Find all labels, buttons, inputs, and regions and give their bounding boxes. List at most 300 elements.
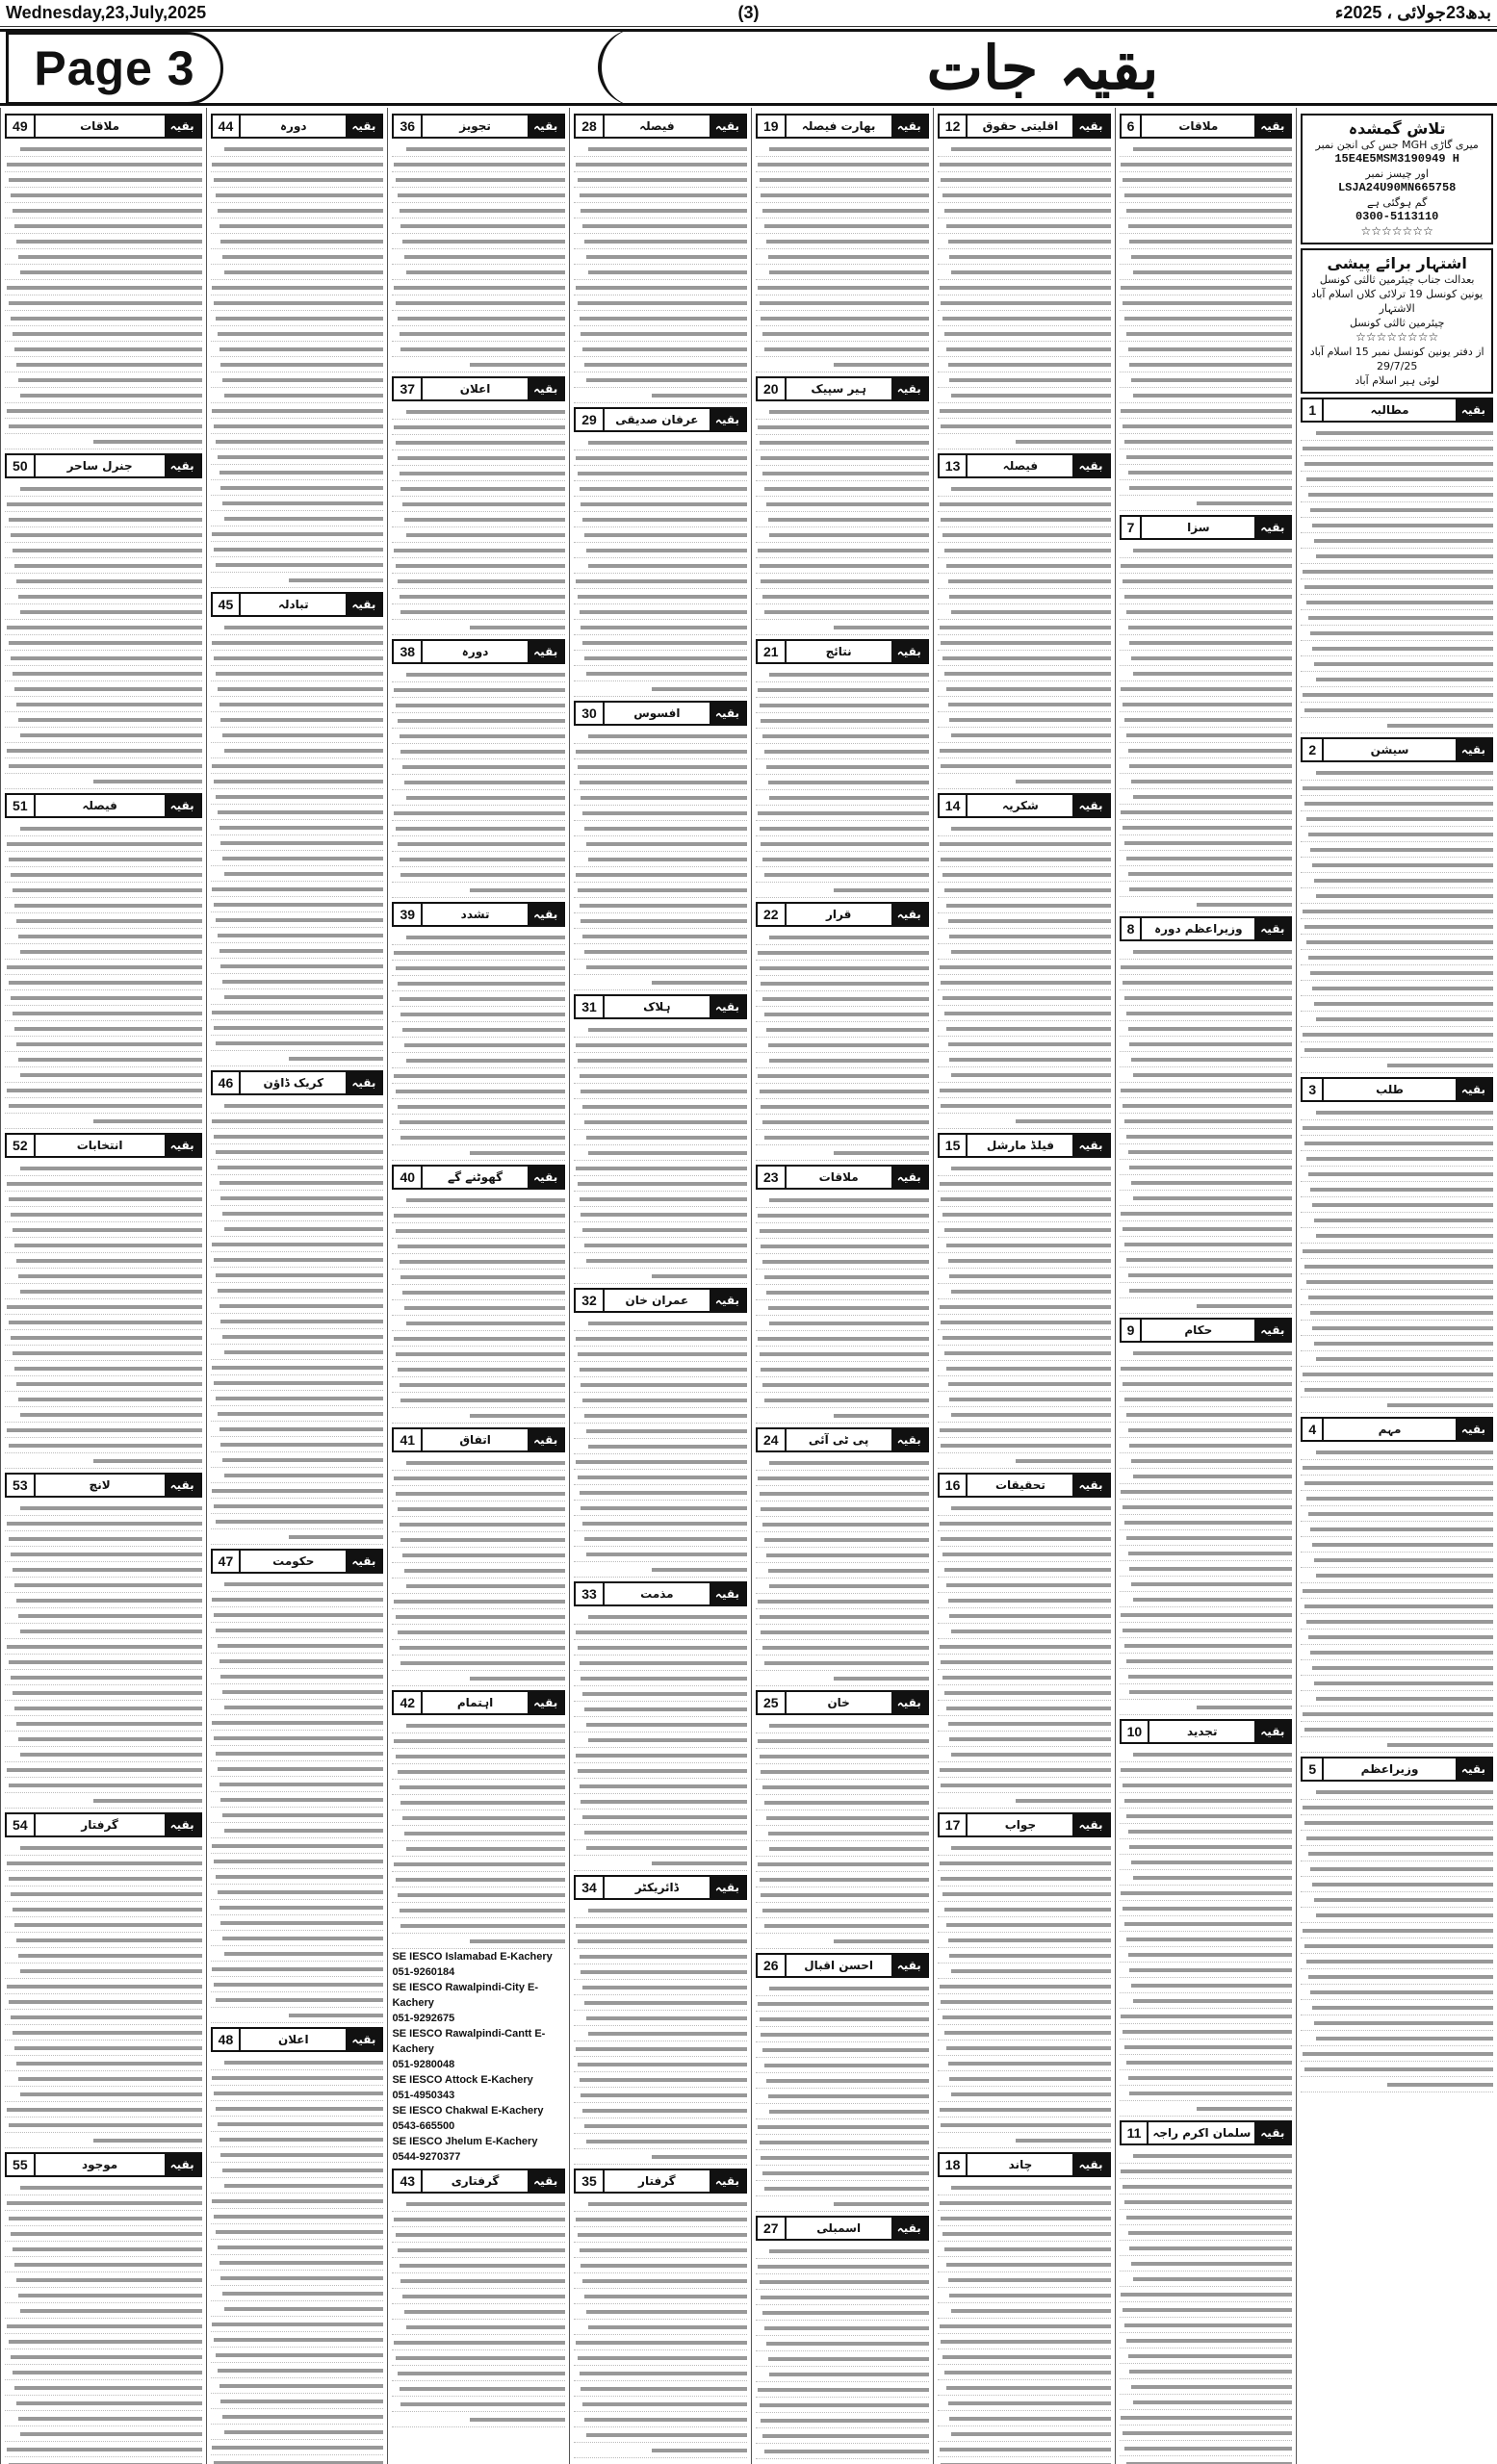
text-line [938, 1948, 1111, 1964]
text-line [211, 1700, 384, 1715]
text-line [574, 372, 747, 388]
text-line [5, 712, 202, 728]
text-line [392, 512, 565, 527]
text-line [1120, 712, 1293, 728]
text-line [574, 1099, 747, 1115]
text-line [211, 280, 384, 295]
article-text [392, 1455, 565, 1686]
text-line [392, 867, 565, 883]
text-line [756, 790, 929, 806]
text-line [756, 821, 929, 836]
text-line [5, 2025, 202, 2040]
text-line [211, 1684, 384, 1700]
text-line [574, 234, 747, 249]
text-line [574, 1903, 747, 1918]
text-line [211, 188, 384, 203]
text-line [5, 635, 202, 651]
text-line [1120, 1793, 1293, 1809]
text-line [938, 1284, 1111, 1299]
text-line [1120, 1037, 1293, 1052]
iesco-line: 0544-9270377 [392, 2151, 461, 2163]
text-line [392, 527, 565, 543]
text-line [1120, 604, 1293, 620]
text-line [392, 2212, 565, 2227]
text-line [938, 1114, 1111, 1129]
text-line [5, 574, 202, 589]
text-line [211, 1777, 384, 1792]
badge-number: 23 [758, 1167, 787, 1188]
continuation-badge [211, 1549, 384, 1574]
text-line [1120, 574, 1293, 589]
text-line [574, 1702, 747, 1717]
badge-number: 54 [7, 1814, 36, 1835]
text-line [5, 1516, 202, 1531]
text-line [211, 1577, 384, 1592]
continuation-badge [1120, 1318, 1293, 1343]
text-line [756, 342, 929, 357]
text-line [938, 1453, 1111, 1469]
text-line [211, 1345, 384, 1360]
text-line [1301, 796, 1493, 811]
badge-label: بقیہ [165, 1475, 200, 1496]
text-line [392, 1764, 565, 1780]
text-line [211, 1499, 384, 1514]
badge-title: فیصلہ [1002, 459, 1039, 473]
text-line [574, 295, 747, 311]
notice-line: میری گاڑی MGH جس کی انجن نمبر [1315, 139, 1479, 151]
article-text [756, 2244, 929, 2464]
continuation-badge [1301, 1077, 1493, 1102]
text-line [5, 1624, 202, 1639]
text-line [5, 2349, 202, 2365]
text-line [938, 1376, 1111, 1392]
text-line [574, 1424, 747, 1439]
text-line [211, 1206, 384, 1221]
text-line [756, 311, 929, 326]
text-line [211, 2101, 384, 2117]
text-line [756, 172, 929, 188]
notice-box [1301, 248, 1493, 394]
text-line [5, 249, 202, 265]
badge-label: بقیہ [1072, 795, 1108, 816]
text-line [1301, 1151, 1493, 1167]
text-line [392, 961, 565, 976]
text-line [5, 2087, 202, 2102]
text-line [5, 1948, 202, 1964]
text-line [5, 728, 202, 743]
badge-number: 6 [1122, 116, 1143, 137]
badge-number: 17 [940, 1814, 968, 1835]
badge-title: لانچ [89, 1478, 111, 1492]
text-line [5, 141, 202, 157]
text-line [211, 1946, 384, 1962]
text-line [938, 1006, 1111, 1021]
text-line [5, 1639, 202, 1655]
text-line [938, 2272, 1111, 2288]
text-line [1301, 1861, 1493, 1877]
text-line [756, 1903, 929, 1918]
continuation-badge [1301, 1757, 1493, 1782]
text-line [938, 697, 1111, 712]
text-line [1301, 1336, 1493, 1351]
text-line [574, 913, 747, 929]
text-line [938, 1994, 1111, 2010]
text-line [1301, 2000, 1493, 2015]
text-line [1120, 805, 1293, 820]
text-line [574, 1547, 747, 1562]
text-line [938, 1021, 1111, 1037]
text-line [756, 961, 929, 976]
badge-label: بقیہ [710, 703, 745, 724]
text-line [5, 589, 202, 604]
text-line [5, 1423, 202, 1438]
article-text [1301, 765, 1493, 1073]
text-line [211, 2117, 384, 2132]
text-line [5, 2457, 202, 2464]
text-line [211, 1298, 384, 1314]
text-line [211, 2224, 384, 2240]
text-line [1120, 1870, 1293, 1886]
text-line [756, 667, 929, 682]
text-line [1301, 919, 1493, 935]
text-line [574, 2381, 747, 2397]
text-line [5, 1917, 202, 1933]
text-line [5, 1299, 202, 1315]
text-line [211, 1761, 384, 1777]
text-line [756, 1208, 929, 1223]
text-line [392, 836, 565, 852]
text-line [392, 1718, 565, 1733]
continuation-badge [756, 114, 929, 139]
text-line [756, 2351, 929, 2367]
text-line [392, 1810, 565, 1826]
text-line [756, 1084, 929, 1099]
text-line [392, 420, 565, 435]
page-number: (3) [737, 3, 760, 22]
text-line [211, 697, 384, 712]
text-line [1120, 1809, 1293, 1824]
text-line [756, 1223, 929, 1239]
text-line [211, 1144, 384, 1160]
text-line [574, 326, 747, 342]
text-line [756, 1270, 929, 1285]
text-line [938, 913, 1111, 929]
text-line [211, 866, 384, 882]
text-line [756, 420, 929, 435]
text-line [1301, 996, 1493, 1012]
text-line [756, 1872, 929, 1887]
badge-title: خان [827, 1696, 850, 1709]
text-line [574, 589, 747, 604]
text-line [5, 1593, 202, 1608]
text-line [211, 974, 384, 989]
text-line [1120, 157, 1293, 172]
text-line [1120, 651, 1293, 666]
text-line [1120, 2040, 1293, 2055]
text-line [392, 1393, 565, 1408]
continuation-badge [756, 376, 929, 401]
notice-title: اشتہار برائے پیشی [1327, 254, 1467, 272]
text-line [756, 682, 929, 698]
article-text [574, 1316, 747, 1578]
badge-label: بقیہ [891, 1692, 927, 1713]
text-line [574, 666, 747, 681]
badge-title: تشدد [460, 908, 490, 921]
text-line [1120, 1129, 1293, 1144]
text-line [5, 2242, 202, 2257]
text-line [211, 1468, 384, 1483]
article-text [574, 141, 747, 403]
text-line [1301, 1938, 1493, 1954]
text-line [1120, 1839, 1293, 1855]
article-text [5, 1840, 202, 2148]
text-line [392, 2366, 565, 2381]
notice-line: 15E4E5MSM3190949 H [1334, 152, 1459, 166]
badge-number: 4 [1303, 1419, 1324, 1440]
text-line [756, 1285, 929, 1300]
badge-label: بقیہ [528, 1167, 563, 1188]
text-line [574, 1038, 747, 1053]
text-line [211, 1715, 384, 1731]
text-line [574, 172, 747, 188]
news-columns [0, 108, 1497, 2464]
text-line [392, 342, 565, 357]
text-line [1120, 1886, 1293, 1901]
text-line [574, 1717, 747, 1732]
text-line [1120, 2410, 1293, 2426]
text-line [938, 1238, 1111, 1253]
text-line [211, 712, 384, 728]
text-line [1120, 2225, 1293, 2241]
text-line [211, 1592, 384, 1607]
continuation-badge [5, 1133, 202, 1158]
badge-title: گھوٹنے گے [448, 1170, 503, 1184]
text-line [756, 450, 929, 466]
text-line [392, 1408, 565, 1424]
text-line [574, 1053, 747, 1068]
text-line [392, 1548, 565, 1563]
text-line [938, 1624, 1111, 1639]
text-line [938, 2380, 1111, 2396]
article-text [938, 481, 1111, 789]
text-line [392, 2196, 565, 2212]
text-line [5, 2365, 202, 2380]
text-line [756, 1857, 929, 1872]
text-line [938, 1701, 1111, 1716]
text-line [938, 2056, 1111, 2071]
text-line [211, 774, 384, 789]
text-line [1120, 249, 1293, 265]
continuation-badge [1120, 114, 1293, 139]
text-line [5, 2411, 202, 2426]
text-line [574, 141, 747, 157]
text-line [756, 2150, 929, 2166]
text-line [5, 960, 202, 975]
article-text [392, 404, 565, 635]
iesco-line: SE IESCO Rawalpindi-Cantt E-Kachery [392, 2028, 546, 2055]
text-line [756, 2012, 929, 2027]
text-line [1301, 1228, 1493, 1244]
text-line [392, 1887, 565, 1903]
text-line [1120, 990, 1293, 1006]
badge-title: تجدید [1186, 1725, 1218, 1738]
text-line [392, 1099, 565, 1115]
article-text [574, 435, 747, 697]
text-line [574, 867, 747, 883]
text-line [1120, 1298, 1293, 1314]
text-line [756, 1918, 929, 1934]
text-line [756, 2058, 929, 2073]
text-line [574, 681, 747, 697]
text-line [756, 2119, 929, 2135]
text-line [756, 1316, 929, 1331]
text-line [5, 188, 202, 203]
badge-label: بقیہ [1254, 1320, 1290, 1341]
text-line [211, 172, 384, 188]
text-line [574, 2212, 747, 2227]
text-line [211, 1252, 384, 1268]
badge-number: 19 [758, 116, 787, 137]
text-line [1120, 2194, 1293, 2210]
article-text [756, 404, 929, 635]
text-line [211, 1005, 384, 1020]
text-line [5, 481, 202, 497]
text-line [574, 1810, 747, 1825]
text-line [5, 2380, 202, 2396]
text-line [211, 2147, 384, 2163]
text-line [1120, 1561, 1293, 1577]
text-line [211, 2394, 384, 2409]
article-text [938, 2180, 1111, 2464]
text-line [574, 2118, 747, 2134]
text-line [1301, 626, 1493, 641]
badge-label: بقیہ [710, 996, 745, 1017]
text-line [392, 1007, 565, 1022]
badge-label: بقیہ [346, 594, 381, 615]
text-line [574, 2258, 747, 2273]
text-line [574, 620, 747, 635]
text-line [211, 326, 384, 342]
notice-line: از دفتر یونین کونسل نمبر 15 اسلام آباد [1309, 346, 1484, 358]
text-line [1120, 218, 1293, 234]
text-line [574, 2011, 747, 2026]
text-line [574, 203, 747, 218]
text-line [756, 1455, 929, 1471]
badge-number: 22 [758, 904, 787, 925]
text-line [211, 1129, 384, 1144]
badge-number: 45 [213, 594, 242, 615]
text-line [1120, 2179, 1293, 2194]
continuation-badge [392, 1427, 565, 1452]
text-line [938, 1871, 1111, 1886]
badge-label: بقیہ [346, 1072, 381, 1093]
text-line [756, 157, 929, 172]
iesco-line: SE IESCO Chakwal E-Kachery [392, 2105, 544, 2117]
text-line [392, 775, 565, 790]
text-line [211, 1731, 384, 1746]
text-line [938, 666, 1111, 681]
text-line [574, 1238, 747, 1253]
text-line [211, 1977, 384, 1992]
badge-number: 42 [394, 1692, 423, 1713]
text-line [1120, 265, 1293, 280]
text-line [574, 2134, 747, 2149]
text-line [211, 1020, 384, 1036]
text-line [1301, 827, 1493, 842]
text-line [5, 1176, 202, 1192]
article-text [392, 1193, 565, 1424]
badge-title: اعلان [277, 2033, 309, 2046]
text-line [756, 1007, 929, 1022]
article-text [392, 667, 565, 898]
text-line [1301, 1908, 1493, 1923]
text-line [1120, 882, 1293, 897]
text-line [211, 2332, 384, 2348]
text-line [1120, 1916, 1293, 1932]
text-line [1301, 1676, 1493, 1691]
badge-label: بقیہ [528, 2170, 563, 2192]
text-line [1120, 1006, 1293, 1021]
text-line [756, 713, 929, 729]
text-line [938, 712, 1111, 728]
badge-number: 36 [394, 116, 423, 137]
text-line [1301, 888, 1493, 904]
text-line [1120, 2070, 1293, 2086]
text-line [1120, 820, 1293, 835]
text-line [756, 1254, 929, 1270]
article-text [938, 141, 1111, 449]
text-line [756, 852, 929, 867]
text-line [1120, 403, 1293, 419]
text-line [938, 2040, 1111, 2056]
text-line [1301, 718, 1493, 733]
iesco-contact-list [392, 1949, 565, 2165]
text-line [5, 2118, 202, 2133]
text-line [574, 574, 747, 589]
text-line [756, 435, 929, 450]
continuation-badge [392, 2169, 565, 2194]
text-line [392, 450, 565, 466]
text-line [392, 2335, 565, 2350]
text-line [938, 1655, 1111, 1670]
text-line [1120, 1114, 1293, 1129]
text-line [756, 1578, 929, 1594]
text-line [1301, 1213, 1493, 1228]
text-line [5, 2396, 202, 2411]
text-line [938, 295, 1111, 311]
article-text [1120, 141, 1293, 511]
badge-number: 34 [576, 1877, 605, 1898]
continuation-badge [574, 2169, 747, 2194]
text-line [1120, 1376, 1293, 1392]
text-line [756, 1239, 929, 1254]
article-text [756, 667, 929, 898]
text-line [392, 466, 565, 481]
text-line [211, 2378, 384, 2394]
text-line [938, 558, 1111, 574]
text-line [392, 1239, 565, 1254]
badge-number: 10 [1122, 1721, 1150, 1742]
badge-label: بقیہ [891, 2218, 927, 2239]
text-line [392, 1022, 565, 1038]
text-line [938, 1685, 1111, 1701]
text-line [1120, 1469, 1293, 1484]
badge-label: بقیہ [891, 904, 927, 925]
badge-label: بقیہ [891, 1429, 927, 1450]
notice-line: الاشتہار [1379, 302, 1415, 315]
text-line [211, 1314, 384, 1329]
text-line [1120, 372, 1293, 388]
